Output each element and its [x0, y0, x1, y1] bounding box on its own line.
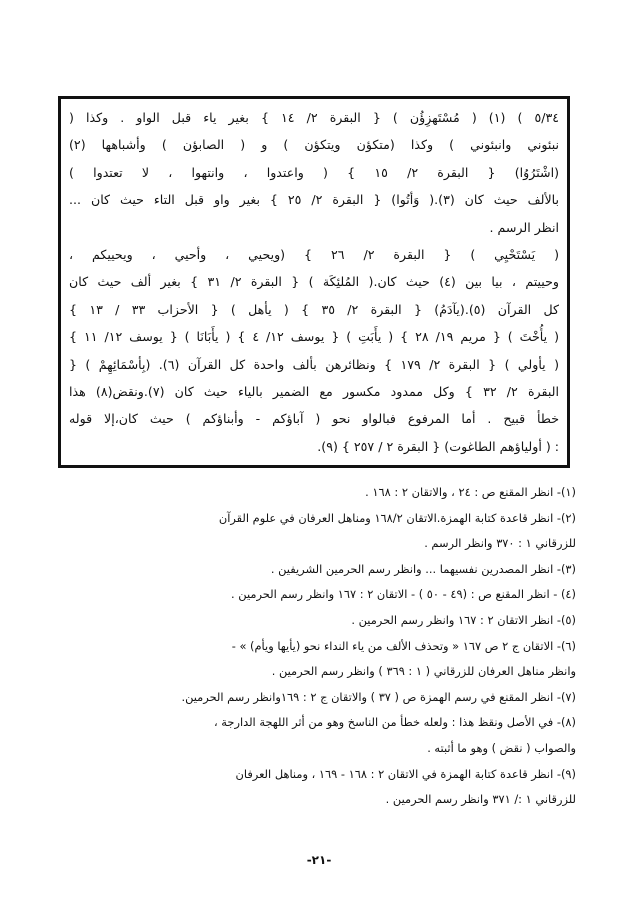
box-line: البقرة ٢/ ٣٢ } وكل ممدود مكسور مع الضمير بالياء حيث كان (٧).ونقض(٨) هذا: [69, 383, 559, 399]
footnote-line: (٤) - انظر المقنع ص : (٤٩ - ٥٠ ) - الاتقان ٢ : ١٦٧ وانظر رسم الحرمين .: [231, 587, 576, 602]
footnote-line: للزرقاني ١ :/ ٣٧١ وانظر رسم الحرمين .: [385, 792, 576, 807]
footnotes: [56, 480, 576, 813]
footnote-line: (٦)- الاتقان ج ٢ ص ١٦٧ « وتحذف الألف من ياء النداء نحو (يأيها ويأم) » -: [231, 638, 576, 653]
box-line: وحييتم ، بيا بين (٤) حيث كان.( المُلئِكَة ) { البقرة ٢/ ٣١ } بغير ألف حيث كان: [69, 274, 559, 290]
footnote-line: (٨)- في الأصل ونقظ هذا : ولعله خطأ من الناسخ وهو من أثر اللهجة الدارجة ،: [214, 715, 576, 730]
box-line: كل القرآن (٥).(يآدَمُ) { البقرة ٢/ ٣٥ } ( يأهل ) { الأحزاب ٣٣ / ١٣ }: [69, 301, 559, 317]
main-text-box: [58, 96, 570, 468]
footnote-line: (٩)- انظر قاعدة كتابة الهمزة في الاتقان ٢ : ١٦٨ - ١٦٩ ، ومناهل العرفان: [235, 766, 576, 781]
footnote-line: (٥)- انظر الاتقان ٢ : ١٦٧ وانظر رسم الحرمين .: [351, 612, 576, 627]
box-line: ٥/٣٤ ) (١) ( مُسْتَهزِؤُن ) { البقرة ٢/ ١٤ } بغير ياء قبل الواو . وكذا (: [69, 110, 559, 125]
box-line: (اشْتَرُوُا) { البقرة ٢/ ١٥ } ( واعتدوا ، وانتهوا ، لا تعتدوا ): [69, 164, 559, 180]
footnote-line: وانظر مناهل العرفان للزرقاني ( ١ : ٣٦٩ ) وانظر رسم الحرمين .: [271, 664, 576, 679]
footnote-line: للزرقاني ١ : ٣٧٠ وانظر الرسم .: [424, 536, 576, 551]
box-line: انظر الرسم .: [489, 219, 559, 235]
footnote-line: (٧)- انظر المقنع في رسم الهمزة ص ( ٣٧ ) والاتقان ج ٢ : ١٦٩وانظر رسم الحرمين.: [181, 689, 576, 704]
footnote-line: (٣)- انظر المصدرين نفسيهما ... وانظر رسم الحرمين الشريفين .: [270, 561, 576, 576]
box-line: : ( أولياؤهم الطاغوت) { البقرة ٢ / ٢٥٧ } (٩).: [317, 438, 559, 454]
box-line: نبئوني وانبئوني ) وكذا (متكؤن ويتكؤن ) و ( الصابؤن ) وأشباهها (٢): [69, 137, 559, 153]
page-number: -٢١-: [306, 853, 332, 867]
box-line: بالألف حيث كان (٣).( وَأتُوا) { البقرة ٢/ ٢٥ } بغير واو قبل التاء حيث كان ...: [69, 192, 559, 208]
box-line: ( يأُخْتَ ) { مريم ١٩/ ٢٨ } ( يأَبَتِ ) { يوسف ١٢/ ٤ } ( يأَبَانَا ) { يوسف ١٢/ ١١ }: [69, 329, 559, 345]
footnote-line: (١)- انظر المقنع ص : ٢٤ ، والاتقان ٢ : ١٦٨ .: [365, 485, 576, 499]
footnote-line: (٢)- انظر قاعدة كتابة الهمزة.الاتقان ١٦٨/٢ ومناهل العرفان في علوم القرآن: [218, 510, 576, 525]
box-line: خطأ قبيح . أما المرفوع فبالواو نحو ( آباؤكم - وأبناؤكم ) حيث كان،إلا قوله: [69, 411, 559, 427]
box-line: ( يأولي ) { البقرة ٢/ ١٧٩ } ونظائرهن بألف واحدة كل القرآن (٦). (بِأسْمَائِهِمْ ) {: [69, 356, 559, 372]
box-line: ( يَسْتَحْيِي ) { البقرة ٢/ ٢٦ } (ويحيي ، وأحيي ، ويحييكم ،: [69, 246, 559, 262]
footnote-line: والصواب ( نقض ) وهو ما أثبته .: [427, 740, 576, 755]
